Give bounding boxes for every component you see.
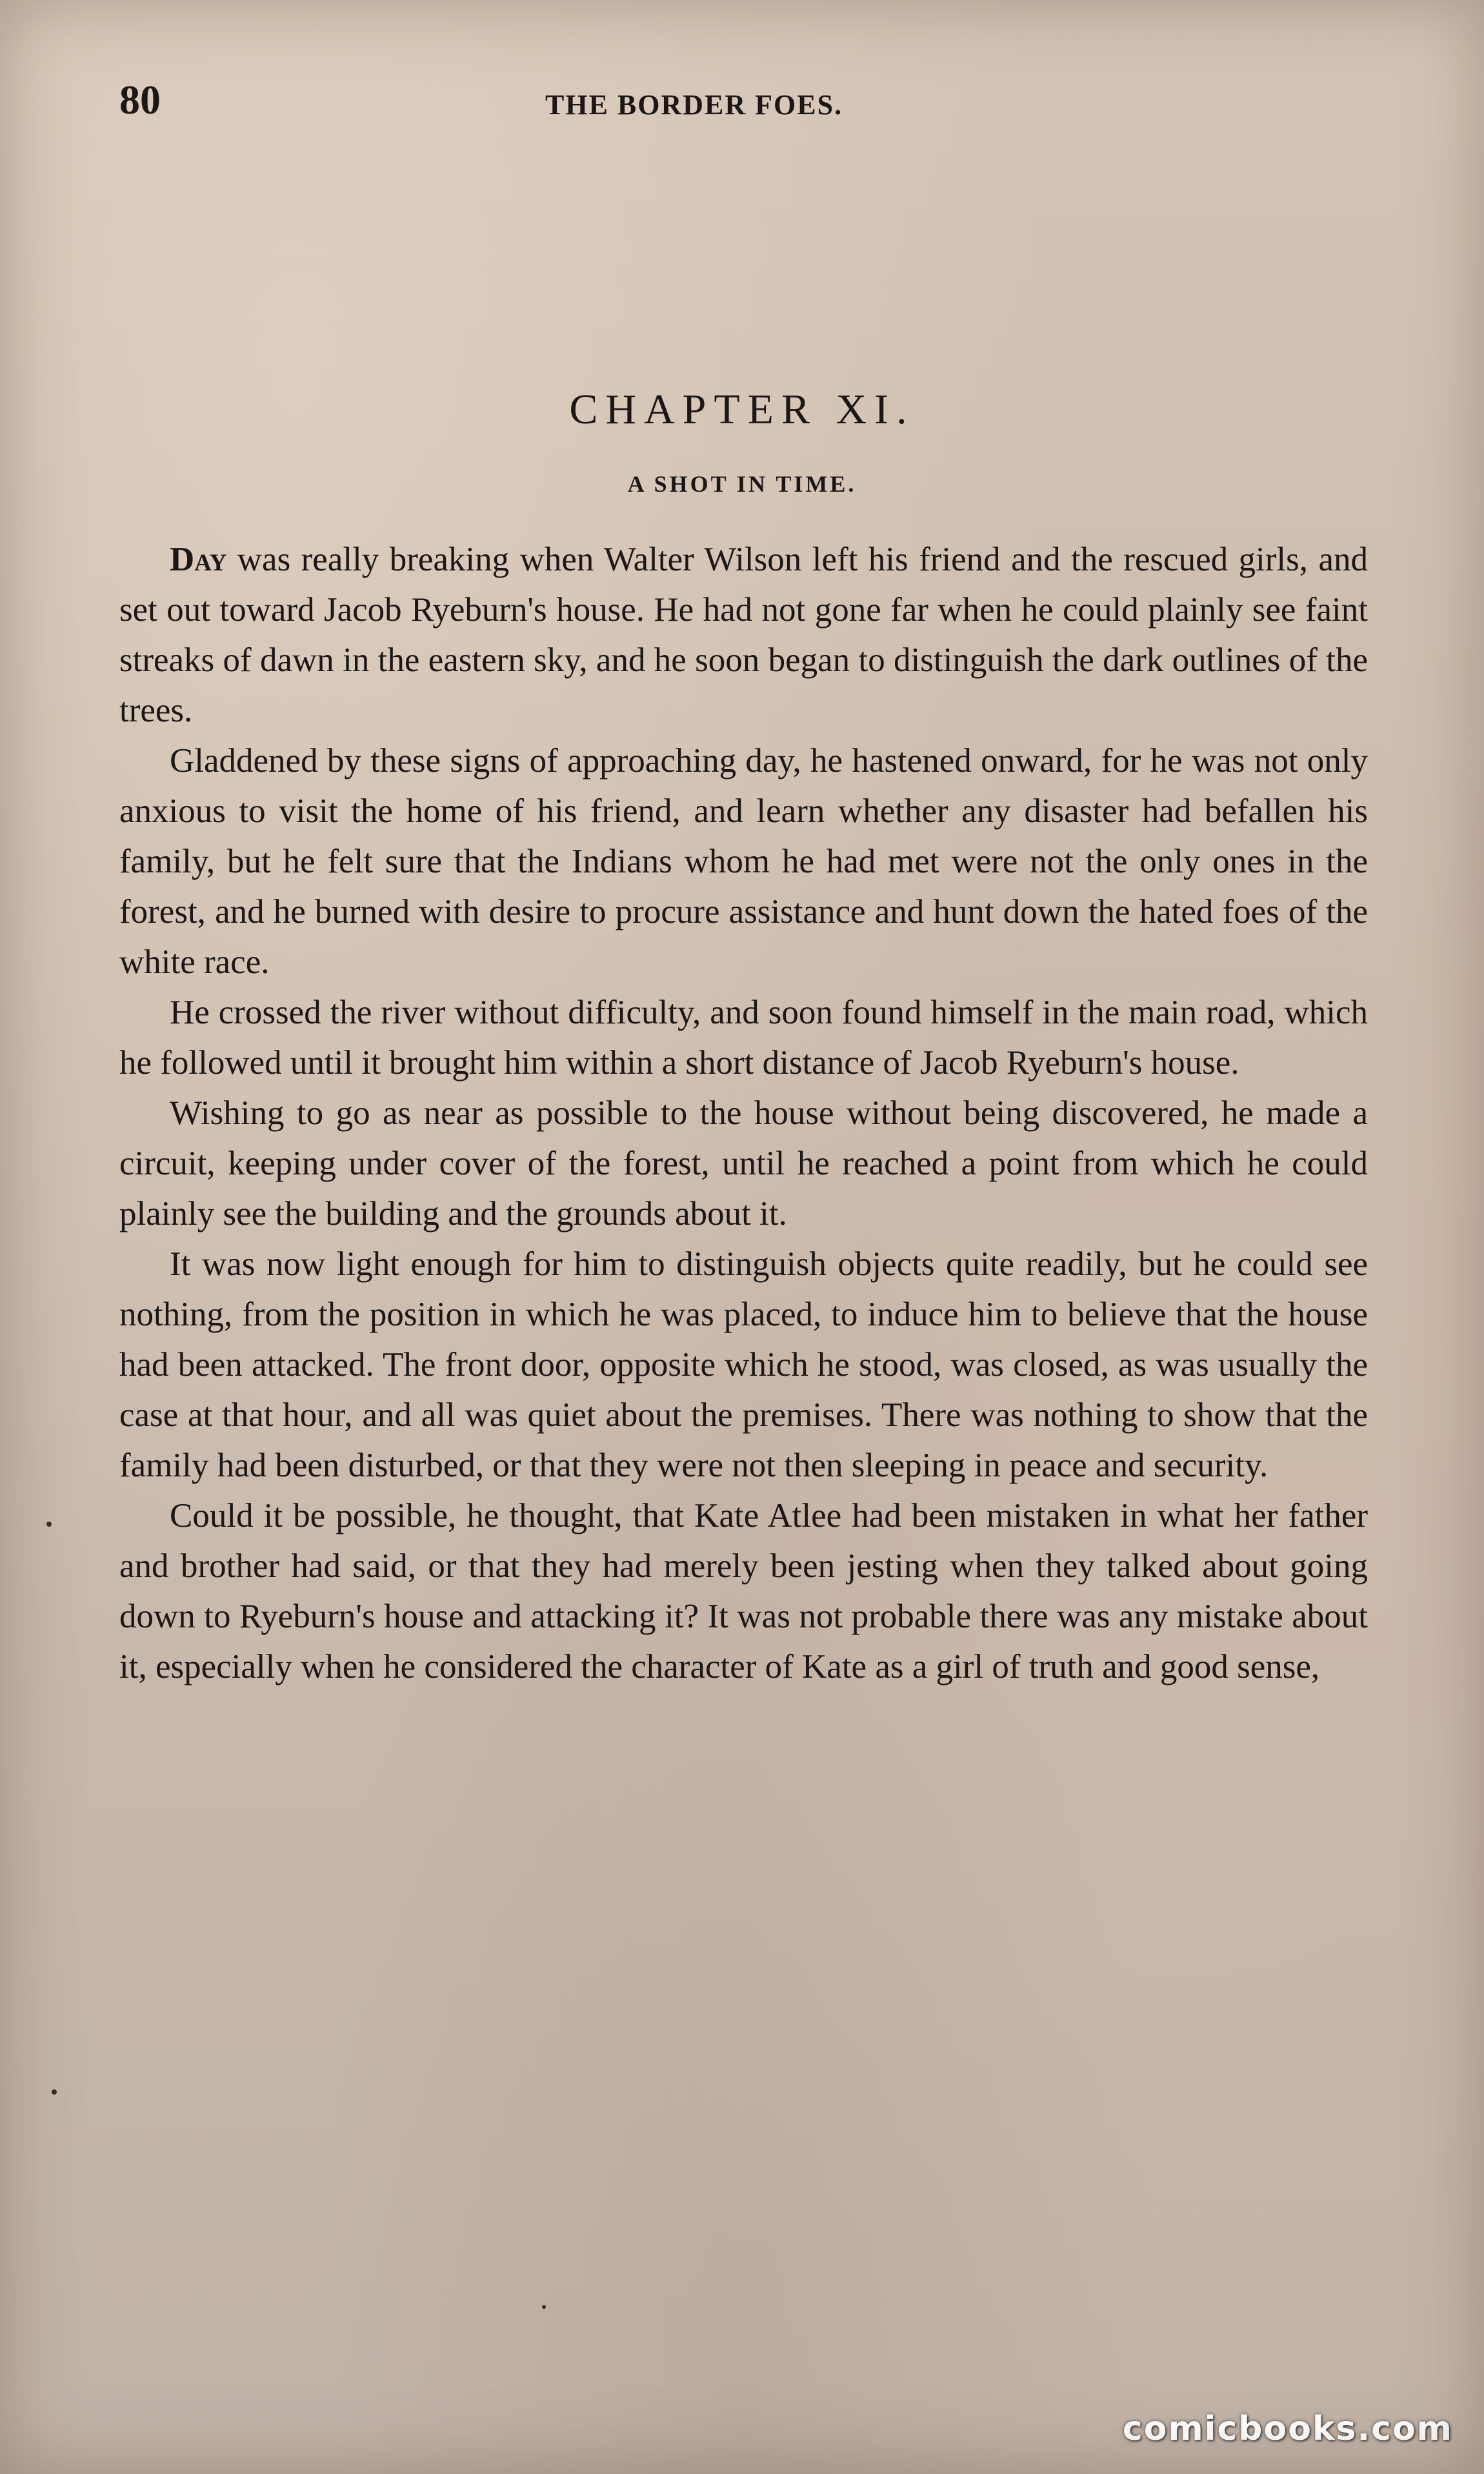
paragraph: [119, 534, 1368, 736]
paragraph: It was now light enough for him to distinguish objects quite readily, but he could see nothing, from the position in which he was placed, to induce him to believe that the house had been attacked. The front door, opposite which he stood, was closed, as was usually the case at that hour, and all was quiet about the premises. There was nothing to show that the family had been disturbed, or that they were not then sleeping in peace and security.: [119, 1245, 1368, 1484]
running-head: [119, 71, 1384, 129]
running-title: THE BORDER FOES.: [545, 89, 843, 121]
paragraph-text: was really breaking when Walter Wilson left his friend and the rescued girls, and set out toward Jacob Ryeburn's house. He had not gone far when he could plainly see faint streaks of dawn in the eastern sky, and he soon began to distinguish the dark outlines of the trees.: [119, 541, 1368, 729]
paragraph-lead-word: Day: [170, 541, 227, 578]
ink-speck: [542, 2305, 546, 2309]
page-number: 80: [119, 77, 161, 123]
paragraph: Could it be possible, he thought, that Kate Atlee had been mistaken in what her father and brother had said, or that they had merely been jesting when they talked about going down to Ryeburn's house and attacking it? It was not probable there was any mistake about it, especially when he considered the character of Kate as a girl of truth and good sense,: [119, 1497, 1368, 1685]
paragraph: Wishing to go as near as possible to the house without being discovered, he made a circuit, keeping under cover of the forest, until he reached a point from which he could plainly see the building and the grounds about it.: [119, 1094, 1368, 1232]
paragraph: He crossed the river without difficulty, and soon found himself in the main road, which he followed until it brought him within a short distance of Jacob Ryeburn's house.: [119, 994, 1368, 1081]
ink-speck: [46, 1522, 52, 1527]
paragraph: Gladdened by these signs of approaching day, he hastened onward, for he was not only anxious to visit the home of his friend, and learn whether any disaster had befallen his family, but he felt sure that the Indians whom he had met were not the only ones in the forest, and he burned with desire to procure assistance and hunt down the hated foes of the white race.: [119, 742, 1368, 981]
chapter-title: CHAPTER XI.: [569, 386, 915, 433]
watermark-logo: comicbooks.com: [1122, 2409, 1453, 2448]
ink-speck: [52, 2089, 57, 2095]
body-text: [119, 534, 1368, 1692]
chapter-subtitle: A SHOT IN TIME.: [627, 471, 857, 497]
